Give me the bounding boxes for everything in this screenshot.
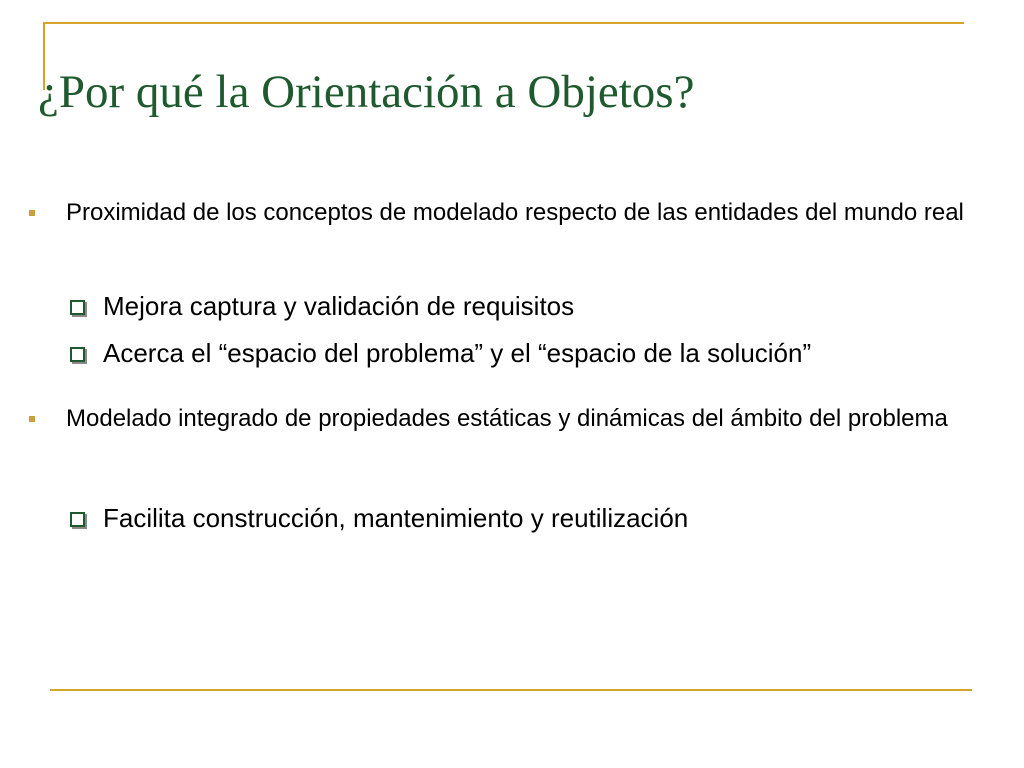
bullet-text: Proximidad de los conceptos de modelado respecto de las entidades del mundo real [66,199,964,226]
sub-bullet-item [103,500,1003,536]
square-bullet-icon [29,416,35,422]
sub-bullet-item [103,335,1003,371]
bullet-item [66,196,1001,230]
sub-bullet-text: Facilita construcción, mantenimiento y reutilización [103,503,689,533]
sub-bullet-text: Mejora captura y validación de requisitos [103,291,575,321]
bullet-item [66,402,1001,436]
sub-bullet-item [103,288,1003,324]
frame-top-rule [43,22,964,24]
slide-title: ¿Por qué la Orientación a Objetos? [38,66,695,118]
square-bullet-icon [29,210,35,216]
frame-bottom-rule [50,689,972,691]
checkbox-bullet-icon [70,300,85,315]
sub-bullet-text: Acerca el “espacio del problema” y el “espacio de la solución” [103,338,812,368]
checkbox-bullet-icon [70,347,85,362]
bullet-text: Modelado integrado de propiedades estáticas y dinámicas del ámbito del problema [66,405,948,432]
checkbox-bullet-icon [70,512,85,527]
